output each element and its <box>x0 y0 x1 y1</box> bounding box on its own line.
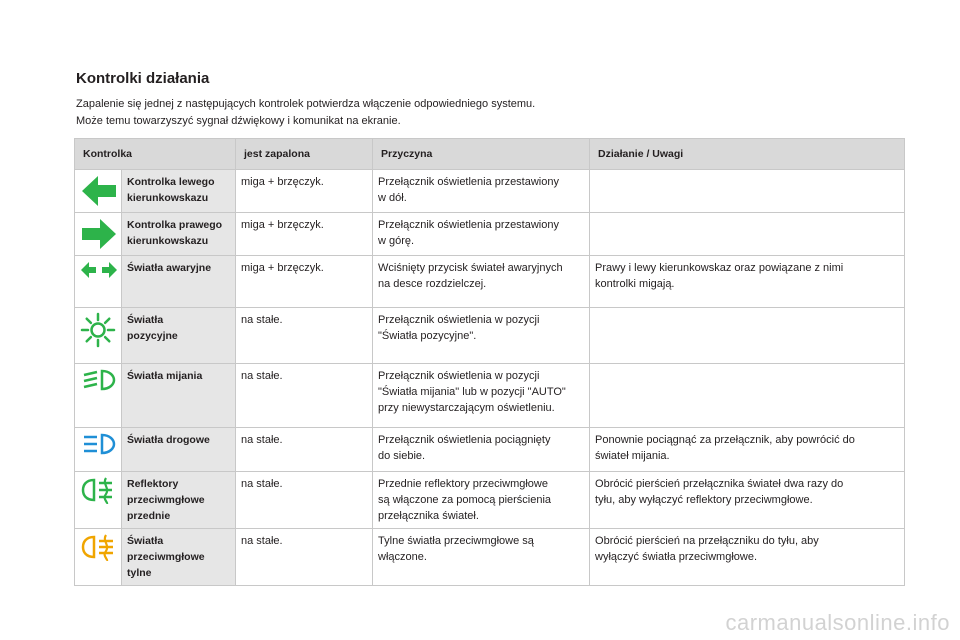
lamp-state: miga + brzęczyk. <box>236 256 373 308</box>
lamp-action <box>590 170 905 213</box>
lamp-action <box>590 308 905 364</box>
lamp-icon-cell <box>75 428 122 472</box>
lamp-cause <box>373 213 590 256</box>
page-title: Kontrolki działania <box>76 70 210 87</box>
header-cause: Przyczyna <box>373 139 590 170</box>
sidelights-icon <box>80 312 116 348</box>
header-kontrolka: Kontrolka <box>75 139 236 170</box>
lamp-cause-line: Przełącznik oświetlenia przestawiony <box>378 219 559 231</box>
lamp-name <box>122 213 236 256</box>
lamp-cause-line: Wciśnięty przycisk świateł awaryjnych <box>378 262 563 274</box>
lamp-cause-line: w górę. <box>378 235 415 247</box>
table-row <box>75 428 905 472</box>
table-header-row <box>75 139 905 170</box>
lamp-action <box>590 472 905 529</box>
lamp-cause-line: "Światła mijania" lub w pozycji "AUTO" <box>378 386 566 398</box>
lamp-icon-cell <box>75 364 122 428</box>
lamp-action-line: kontrolki migają. <box>595 278 675 290</box>
lamp-cause-line: Przełącznik oświetlenia pociągnięty <box>378 434 551 446</box>
lamp-name-line: Światła drogowe <box>127 434 210 446</box>
lamp-cause <box>373 308 590 364</box>
lamp-state: na stałe. <box>236 364 373 428</box>
dipped-beam-icon <box>80 368 116 392</box>
lamp-cause <box>373 529 590 586</box>
lamp-name <box>122 364 236 428</box>
lamp-state: na stałe. <box>236 472 373 529</box>
watermark: carmanualsonline.info <box>725 610 950 635</box>
lamp-cause-line: Przełącznik oświetlenia przestawiony <box>378 176 559 188</box>
lamp-state: miga + brzęczyk. <box>236 170 373 213</box>
lamp-name <box>122 256 236 308</box>
lamp-name-line: Kontrolka lewego <box>127 176 215 188</box>
lamp-action-line: Ponownie pociągnąć za przełącznik, aby powrócić do <box>595 434 855 446</box>
lamp-cause-line: w dół. <box>378 192 407 204</box>
warning-lamps-table <box>74 138 905 586</box>
lamp-name-line: Kontrolka prawego <box>127 219 223 231</box>
rear-fog-lamp-icon <box>80 533 116 561</box>
lamp-cause-line: przełącznika świateł. <box>378 510 479 522</box>
lamp-action-line: wyłączyć światła przeciwmgłowe. <box>595 551 758 563</box>
lamp-name-line: Światła <box>127 314 164 326</box>
lamp-action <box>590 529 905 586</box>
lamp-action-line: Obrócić pierścień przełącznika świateł dwa razy do <box>595 478 844 490</box>
lamp-action <box>590 256 905 308</box>
lamp-cause-line: Przełącznik oświetlenia w pozycji <box>378 314 540 326</box>
lamp-icon-cell <box>75 170 122 213</box>
lamp-name-line: pozycyjne <box>127 330 178 342</box>
lamp-name-line: tylne <box>127 567 152 579</box>
table-row <box>75 256 905 308</box>
lamp-icon-cell <box>75 308 122 364</box>
lamp-name-line: przeciwmgłowe <box>127 494 205 506</box>
table-row <box>75 213 905 256</box>
intro-line-1: Zapalenie się jednej z następujących kontrolek potwierdza włączenie odpowiedniego systemu. <box>76 98 536 110</box>
lamp-name-line: przednie <box>127 510 171 522</box>
lamp-icon-cell <box>75 529 122 586</box>
lamp-name <box>122 529 236 586</box>
lamp-cause <box>373 428 590 472</box>
lamp-cause-line: na desce rozdzielczej. <box>378 278 487 290</box>
lamp-cause-line: Przełącznik oświetlenia w pozycji <box>378 370 540 382</box>
lamp-name-line: Światła <box>127 535 164 547</box>
header-action: Działanie / Uwagi <box>590 139 905 170</box>
lamp-cause <box>373 256 590 308</box>
lamp-state: na stałe. <box>236 529 373 586</box>
lamp-cause-line: włączone. <box>378 551 427 563</box>
lamp-cause-line: przy niewystarczającym oświetleniu. <box>378 402 555 414</box>
table-row <box>75 170 905 213</box>
right-turn-arrow-icon <box>80 217 116 251</box>
lamp-action-line: Prawy i lewy kierunkowskaz oraz powiązane z nimi <box>595 262 844 274</box>
lamp-action <box>590 364 905 428</box>
lamp-cause <box>373 170 590 213</box>
lamp-name-line: kierunkowskazu <box>127 235 209 247</box>
lamp-state: miga + brzęczyk. <box>236 213 373 256</box>
table-row <box>75 529 905 586</box>
lamp-cause <box>373 364 590 428</box>
lamp-cause-line: są włączone za pomocą pierścienia <box>378 494 552 506</box>
lamp-name-line: Światła mijania <box>127 370 203 382</box>
lamp-cause-line: "Światła pozycyjne". <box>378 330 477 342</box>
lamp-name <box>122 308 236 364</box>
left-turn-arrow-icon <box>80 174 116 208</box>
header-state: jest zapalona <box>236 139 373 170</box>
lamp-action <box>590 428 905 472</box>
lamp-state: na stałe. <box>236 428 373 472</box>
lamp-action-line: tyłu, aby wyłączyć reflektory przeciwmgłowe. <box>595 494 813 506</box>
lamp-name-line: Światła awaryjne <box>127 262 212 274</box>
table-body <box>75 170 905 586</box>
main-beam-icon <box>80 432 116 456</box>
lamp-cause-line: do siebie. <box>378 450 426 462</box>
lamp-icon-cell <box>75 256 122 308</box>
lamp-name-line: kierunkowskazu <box>127 192 209 204</box>
lamp-cause-line: Przednie reflektory przeciwmgłowe <box>378 478 548 490</box>
table-row <box>75 364 905 428</box>
lamp-name <box>122 170 236 213</box>
table-row <box>75 308 905 364</box>
table-row <box>75 472 905 529</box>
lamp-action <box>590 213 905 256</box>
lamp-state: na stałe. <box>236 308 373 364</box>
intro-line-2: Może temu towarzyszyć sygnał dźwiękowy i komunikat na ekranie. <box>76 115 401 127</box>
front-fog-lamp-icon <box>80 476 116 504</box>
lamp-icon-cell <box>75 472 122 529</box>
lamp-name <box>122 472 236 529</box>
lamp-cause <box>373 472 590 529</box>
lamp-action-line: świateł mijania. <box>595 450 670 462</box>
lamp-action-line: Obrócić pierścień na przełączniku do tyłu, aby <box>595 535 819 547</box>
intro-text <box>76 96 535 130</box>
lamp-icon-cell <box>75 213 122 256</box>
lamp-cause-line: Tylne światła przeciwmgłowe są <box>378 535 534 547</box>
lamp-name-line: przeciwmgłowe <box>127 551 205 563</box>
lamp-name <box>122 428 236 472</box>
lamp-name-line: Reflektory <box>127 478 179 490</box>
hazard-double-arrow-icon <box>80 260 116 280</box>
